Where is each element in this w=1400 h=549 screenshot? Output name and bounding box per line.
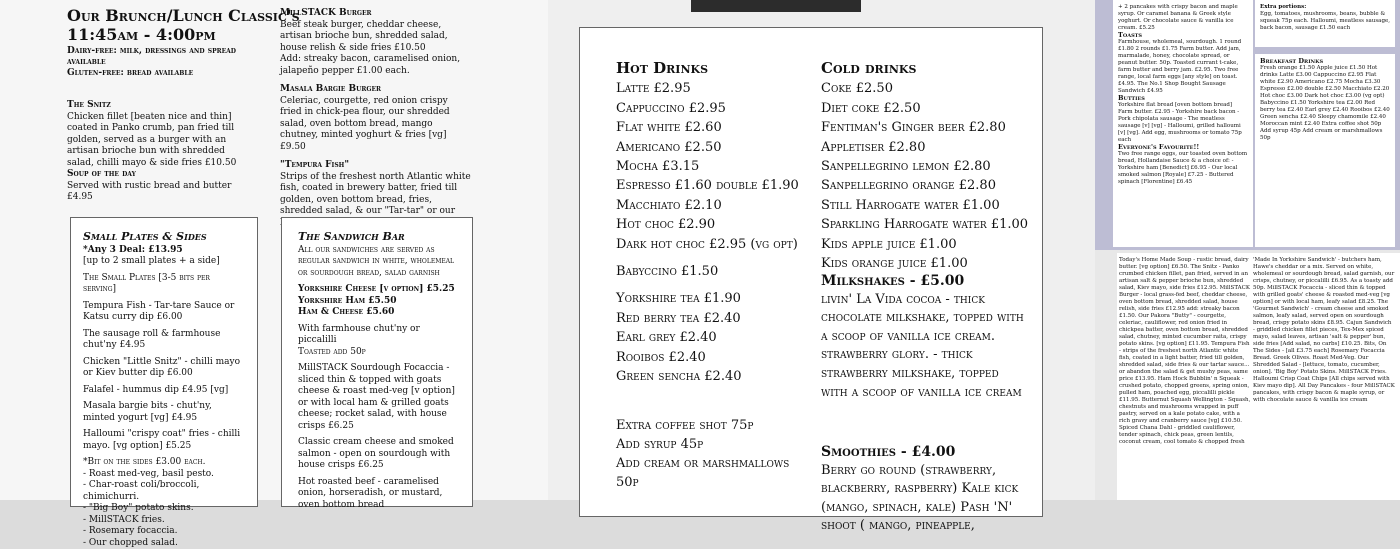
side-item: - Char-roast coli/broccoli, chimichurri.: [83, 480, 245, 503]
lunch-left-column: Today's Home Made Soup - rustic bread, dairy butter. [vg option] £6.50. The Snitz - Panko crumbed chicken fillet, pan fried, served in an artisan salt & pepper brioche bun, shredded salad, Kiev mayo, side fries £12.95. MillSTACK Burger - local grass-fed beef, cheddar cheese, oven bottom bread, shredded salad, house relish, side fries £12.95 add: streaky bacon £1.50. Our Pakora "Butty" - courgette, celeriac, cauliflower, red onion fried in chickpea batter, oven bottom bread, shredded salad, chutney, minted cucumber raita, crispy potato skins. [vg option] £11.95. Tempura Fish - strips of the freshest north Atlantic white fish, coated in a light batter, fried till golden, shredded salad, side fries & our tartar sauce... or abandon the salad & get mushy peas, same price £13.95. Ham Hock Bubblin' n Squeak - crushed potato, chopped greens, spring onion, pulled ham, poached egg, piccalilli pickle £11.95. Butternut Squash Wellington - Squash, chestnuts and mushrooms wrapped in puff pastry, served on a kale potato cake, with a rich gravy and cranberry sauce [vg] £10.50. Spiced Chana Dahl - griddled cauliflower, tender spinach, chick peas, green lentils, coconut cream, cool tomato & chopped fresh: [1119, 257, 1251, 446]
small-plates-title: Small Plates & Sides: [83, 231, 245, 243]
soup-title: Soup of the day: [67, 169, 252, 181]
snitz-desc: Chicken fillet [beaten nice and thin] coated in Panko crumb, pan fried till golden, served as a burger with an artisan brioche bun with shredded salad, chilli mayo & side fries £10.50: [67, 112, 252, 170]
breakfast-menu-top: [1095, 0, 1400, 250]
tempura-desc: Strips of the freshest north Atlantic white fish, coated in brewery batter, fried till golden, oven bottom bread, fries, shredded salad, & our "Tar-tar" or our: [280, 172, 471, 228]
burger-desc: Beef steak burger, cheddar cheese, artisan brioche bun, shredded salad, house relish & side fries £10.50: [280, 20, 448, 53]
sandwich-item: Ham & Cheese £5.60: [298, 307, 456, 319]
mains-column: [280, 8, 472, 236]
tea-item: Earl grey £2.40: [616, 328, 816, 347]
hot-drink-item: Macchiato £2.10: [616, 196, 816, 215]
dairy-free-note: Dairy-free: milk, dressings and spread available: [67, 46, 252, 68]
breakfast-drinks-title: Breakfast Drinks: [1260, 58, 1390, 65]
cold-drink-item: Coke £2.50: [821, 79, 1041, 98]
hot-drink-item: Latte £2.95: [616, 79, 816, 98]
small-plate-item: Tempura Fish - Tar-tare Sauce or Katsu curry dip £6.00: [83, 301, 245, 324]
sandwich-item: Yorkshire Cheese [v option] £5.25: [298, 284, 456, 296]
snitz-title: The Snitz: [67, 100, 252, 112]
breakfast-drinks-text: Fresh orange £1.50 Apple juice £1.50 Hot drinks Latte £3.00 Cappuccino £2.95 Flat white £2.90 Americano £2.75 Mocha £3.30 Espresso £2.00 double £2.50 Macchiato £2.20 Hot choc £3.00 Dark hot choc £3.00 (vg opt) Babyccino £1.50 Yorkshire tea £2.00 Red berry tea £2.40 Earl grey £2.40 Rooibos £2.40 Green sencha £2.40 Sleepy chamomile £2.40 Moroccan mint £2.40 Extra coffee shot 50p Add syrup 45p Add cream or marshmallows 50p: [1260, 65, 1390, 142]
pancakes-text: + 2 pancakes with crispy bacon and maple syrup. Or caramel banana & Greek style yoghurt. Or chocolate sauce & vanilla ice cream. £5.25: [1118, 4, 1248, 32]
smoothies-title: Smoothies - £4.00: [821, 443, 1029, 462]
tempura-title: "Tempura Fish": [280, 160, 349, 170]
beef-item: Hot roasted beef - caramelised onion, horseradish, or mustard, oven bottom bread: [298, 477, 456, 512]
tea-item: Red berry tea £2.40: [616, 309, 816, 328]
smoothies-section: [821, 443, 1029, 536]
extra-portions-box: [1255, 0, 1395, 47]
masala-title: Masala Bargie Burger: [280, 84, 381, 94]
hot-drinks-title: Hot Drinks: [616, 59, 816, 78]
tea-item: Green sencha £2.40: [616, 367, 816, 386]
dietary-notes: [67, 46, 252, 79]
butties-text: Yorkshire flat bread [oven bottom bread] Farm butter. £2.95 - Yorkshire back bacon - Pork chipolata sausage - The meatless sausage [v] [vg] - Halloumi, grilled halloumi [v] [vg]. Add egg, mushrooms or tomato 75p each: [1118, 102, 1248, 144]
babyccino-item: Babyccino £1.50: [616, 262, 816, 281]
sandwich-bar-title: The Sandwich Bar: [298, 231, 456, 243]
side-item: - "Big Boy" potato skins.: [83, 503, 245, 515]
favourite-text: Two free range eggs, our toasted oven bottom bread, Hollandaise Sauce & a choice of: - Yorkshire ham [Benedict] £6.95 - Our local smoked salmon [Royale] £7.25 - Buttered spinach [Florentine] £6.45: [1118, 151, 1248, 186]
logo-banner: [691, 0, 861, 12]
hot-drink-item: Cappuccino £2.95: [616, 99, 816, 118]
hot-drink-item: Americano £2.50: [616, 138, 816, 157]
cold-drink-item: Sparkling Harrogate water £1.00: [821, 215, 1041, 234]
small-plates-box: [70, 217, 258, 507]
extra-item: Extra coffee shot 75p: [616, 416, 816, 435]
cold-drink-item: Kids orange juice £1.00: [821, 254, 1041, 273]
cold-drink-item: Sanpellegrino orange £2.80: [821, 176, 1041, 195]
lunch-right-column: 'Made In Yorkshire Sandwich' - butchers ham, Hawe's cheddar or a mix. Served on white, wholemeal or sourdough bread, salad garnish, our crisps, chutney, or piccalilli £6.95. As a toasty add 50p. MillSTACK Focaccia - sliced thin & topped with grilled goats' cheese & roasted med-veg [vg option] or with local ham, leafy salad £8.25. The 'Gourmet Sandwich' - cream cheese and smoked salmon, leafy salad, served open on sourdough bread, crispy potato skins £8.95. Cajun Sandwich - griddled chicken fillet pieces, Tex-Mex spiced mayo, salad leaves, artisan 'salt & pepper' bun, side fries [Add salad, no carbs] £10.25. Bits, On The Sides - [all £3.75 each] Rosemary Focaccia Bread. Greek Olives. Roast Med-Veg. Our Shredded Salad - [lettuce, tomato, cucumber, onion]. 'Big Boy' Potato Skins. MillSTACK Fries. Halloumi Crisp Coat Chips [All chips served with Kiev mayo dip]. All Day Pancakes - four MillSTACK pancakes, with crispy bacon & maple syrup, or with chocolate sauce & vanilla ice cream: [1253, 257, 1395, 404]
masala-item: [280, 84, 472, 153]
hot-drink-item: Hot choc £2.90: [616, 215, 816, 234]
extra-portions-text: Egg, tomatoes, mushrooms, beans, bubble & squeak 75p each. Halloumi, meatless sausage, back bacon, sausage £1.50 each: [1260, 11, 1390, 32]
smoothies-desc: Berry go round (strawberry, blackberry, raspberry) Kale kick (mango, spinach, kale) Pash 'N' shoot ( mango, pineapple,: [821, 462, 1029, 536]
cold-drinks-column: [821, 59, 1041, 273]
cold-drink-item: Still Harrogate water £1.00: [821, 196, 1041, 215]
small-plate-item: The sausage roll & farmhouse chut'ny £4.95: [83, 329, 245, 352]
snitz-item: [67, 100, 252, 169]
milkshakes-title: Milkshakes - £5.00: [821, 272, 1029, 291]
small-plate-item: Masala bargie bits - chut'ny, minted yogurt [vg] £4.95: [83, 401, 245, 424]
sandwich-item: Yorkshire Ham £5.50: [298, 296, 456, 308]
sandwich-intro: All our sandwiches are served as regular sandwich in white, wholemeal or sourdough bread, salad garnish: [298, 245, 456, 280]
side-item: - Roast med-veg, basil pesto.: [83, 469, 245, 481]
compact-menu-panel: [1095, 0, 1400, 500]
extra-item: Add syrup 45p: [616, 435, 816, 454]
cold-drink-item: Diet coke £2.50: [821, 99, 1041, 118]
toasts-title: Toasts: [1118, 32, 1248, 39]
toasts-text: Farmhouse, wholemeal, sourdough. 1 round £1.80 2 rounds £1.75 Farm butter. Add jam, marmalade, honey, chocolate spread, or peanut butter. 50p. Toasted currant t-cake, farm butter and berry jam. £2.95. Two free range, local farm eggs [any style] on toast. £4.95. The No.1 Shop Bought Sausage Sandwich £4.95: [1118, 39, 1248, 95]
burger-add: Add: streaky bacon, caramelised onion, jalapeño pepper £1.00 each.: [280, 54, 460, 76]
brunch-menu-panel: [0, 0, 548, 500]
soup-desc: Served with rustic bread and butter £4.95: [67, 181, 252, 204]
tea-item: Rooibos £2.40: [616, 348, 816, 367]
gluten-free-note: Gluten-free: bread available: [67, 68, 252, 79]
lunch-menu-bottom: [1117, 253, 1400, 500]
tea-item: Yorkshire tea £1.90: [616, 289, 816, 308]
burger-title: MillSTACK Burger: [280, 8, 372, 18]
extra-portions-title: Extra portions:: [1260, 4, 1390, 11]
small-plate-item: Falafel - hummus dip £4.95 [vg]: [83, 385, 245, 397]
milkshakes-section: [821, 272, 1029, 402]
milkshakes-desc: livin' La Vida cocoa - thick chocolate milkshake, topped with a scoop of vanilla ice cream. strawberry glory. - thick strawberry milkshake, topped with a scoop of vanilla ice cream: [821, 291, 1029, 403]
hot-drink-item: Flat white £2.60: [616, 118, 816, 137]
chutney-note: With farmhouse chut'ny or piccalilli: [298, 324, 456, 347]
masala-desc: Celeriac, courgette, red onion crispy fried in chick-pea flour, our shredded salad, oven bottom bread, mango chutney, minted yoghurt & fries [vg] £9.50: [280, 96, 450, 152]
burger-item: [280, 8, 472, 77]
hot-drink-item: Dark hot choc £2.95 (vg opt): [616, 235, 816, 254]
breakfast-left-column: [1113, 0, 1253, 247]
small-plate-item: Chicken "Little Snitz" - chilli mayo or Kiev butter dip £6.00: [83, 357, 245, 380]
sides-list: [83, 469, 245, 549]
hot-drink-item: Espresso £1.60 double £1.90: [616, 176, 816, 195]
cold-drinks-title: Cold drinks: [821, 59, 1041, 78]
hot-drinks-column: [616, 59, 816, 387]
drinks-box: [579, 27, 1043, 517]
cold-drink-item: Fentiman's Ginger beer £2.80: [821, 118, 1041, 137]
breakfast-drinks-box: [1255, 54, 1395, 247]
cold-drink-item: Kids apple juice £1.00: [821, 235, 1041, 254]
side-item: - Our chopped salad.: [83, 538, 245, 549]
small-plates-intro: The Small Plates [3-5 bits per serving]: [83, 273, 245, 296]
drinks-menu-panel: [548, 0, 1095, 500]
sides-intro: *Bit on the sides £3.00 each.: [83, 457, 245, 469]
butties-title: Butties: [1118, 95, 1248, 102]
side-item: - MillSTACK fries.: [83, 515, 245, 527]
brunch-title: Our Brunch/Lunch Classic's 11:45am - 4:00pm: [67, 6, 367, 44]
soup-item: [67, 169, 252, 204]
cold-drink-item: Appletiser £2.80: [821, 138, 1041, 157]
favourite-title: Everyone's Favourite!!: [1118, 144, 1248, 151]
hot-drink-item: Mocha £3.15: [616, 157, 816, 176]
side-item: - Rosemary focaccia.: [83, 526, 245, 538]
small-plates-list: [83, 301, 245, 453]
toasted-note: Toasted add 50p: [298, 347, 456, 359]
deal-text: *Any 3 Deal: £13.95: [83, 245, 245, 257]
cold-drink-item: Sanpellegrino lemon £2.80: [821, 157, 1041, 176]
sandwich-bar-box: [281, 217, 473, 507]
focaccia-item: MillSTACK Sourdough Focaccia - sliced thin & topped with goats cheese & roast med-veg [v option] or with local ham & grilled goats cheese; rocket salad, with house crisps £6.25: [298, 363, 456, 432]
classic-item: Classic cream cheese and smoked salmon - open on sourdough with house crisps £6.25: [298, 437, 456, 472]
deal-note: [up to 2 small plates + a side]: [83, 256, 245, 268]
small-plate-item: Halloumi "crispy coat" fries - chilli mayo. [vg option] £5.25: [83, 429, 245, 452]
extras-list: [616, 416, 816, 492]
extra-item: Add cream or marshmallows 50p: [616, 454, 816, 492]
